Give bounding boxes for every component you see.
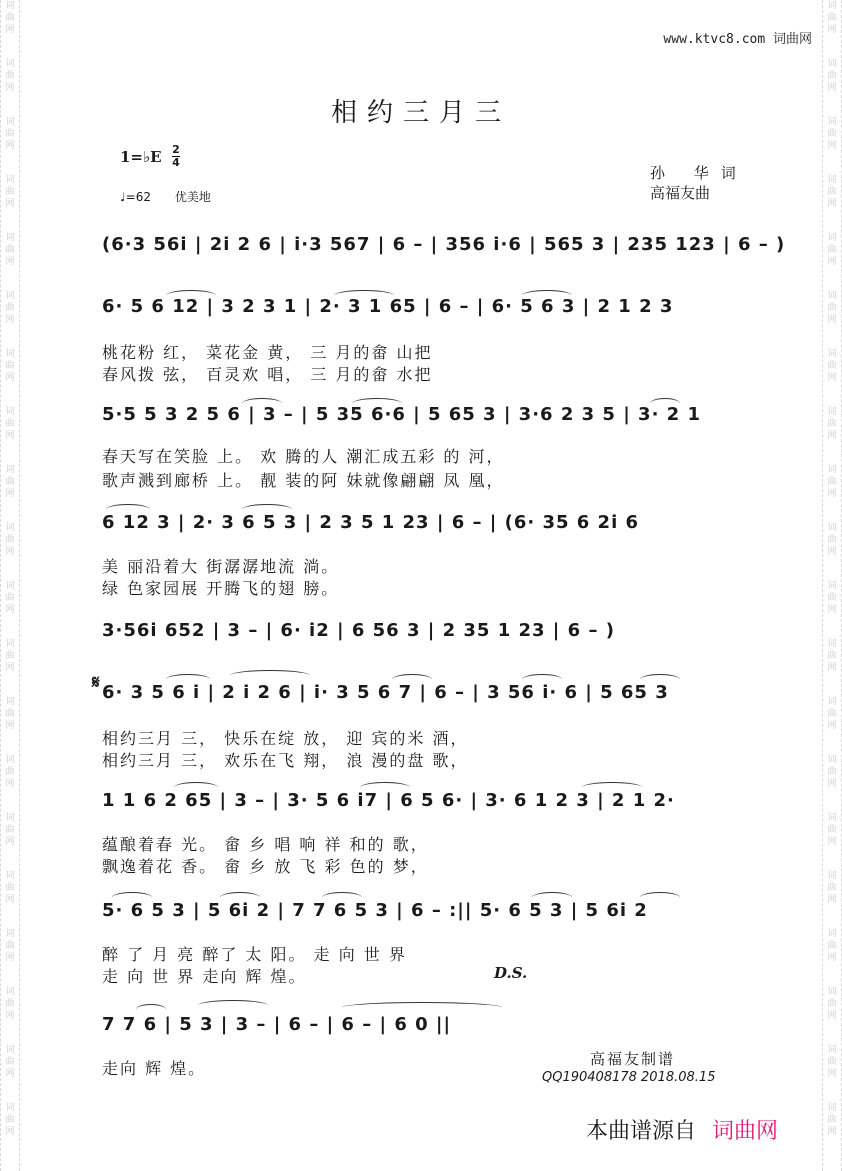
lyric-verse-2: 飘逸着花 香。 畲 乡 放 飞 彩 色的 梦， — [102, 857, 429, 876]
source-credit — [586, 1114, 778, 1145]
notes-line: 5·5 5 3 2 5 6 | 3 – | 5 35 6·6 | 5 65 3 | 3·6 2 3 5 | 3· 2 1 — [102, 404, 701, 425]
watermark-text: 词 曲 网 — [827, 929, 837, 963]
notes-line: 6· 3 5 6 i | 2 i 2 6 | i· 3 5 6 7 | 6 – | 3 56 i· 6 | 5 65 3 — [102, 682, 669, 703]
watermark-text: 词 曲 网 — [5, 697, 15, 731]
notes-line: (6·3 56i | 2i 2 6 | i·3 567 | 6 – | 356 i·6 | 565 3 | 235 123 | 6 – ) — [102, 234, 786, 255]
time-signature-top: 2 — [172, 143, 180, 156]
watermark-text: 词 曲 网 — [5, 465, 15, 499]
site-header[interactable]: www.ktvc8.com 词曲网 — [663, 32, 812, 47]
watermark-text: 词 曲 网 — [827, 233, 837, 267]
watermark-text: 词 曲 网 — [827, 639, 837, 673]
expression-marking: 优美地 — [174, 190, 211, 204]
time-signature-bottom: 4 — [172, 156, 180, 169]
key-signature: 1=♭E — [120, 148, 162, 166]
watermark-text: 词 曲 网 — [827, 755, 837, 789]
lyricist: 孙 华词 — [650, 164, 748, 182]
watermark-text: 词 曲 网 — [5, 233, 15, 267]
watermark-text: 词 曲 网 — [827, 581, 837, 615]
watermark-text: 词 曲 网 — [5, 59, 15, 93]
watermark-text: 词 曲 网 — [5, 1045, 15, 1079]
lyric-verse-1: 春天写在笑脸 上。 欢 腾的人 潮汇成五彩 的 河， — [102, 447, 505, 466]
watermark-text: 词 曲 网 — [5, 987, 15, 1021]
watermark-text: 词 曲 网 — [5, 1, 15, 35]
ds-marking: D.S. — [494, 964, 528, 982]
watermark-text: 词 曲 网 — [827, 871, 837, 905]
lyric-verse-1: 走向 辉 煌。 — [102, 1059, 207, 1078]
lyric-verse-2: 走 向 世 界 走向 辉 煌。 — [102, 967, 307, 986]
notes-line: 5· 6 5 3 | 5 6i 2 | 7 7 6 5 3 | 6 – :|| 5· 6 5 3 | 5 6i 2 — [102, 900, 648, 921]
watermark-text: 词 曲 网 — [827, 291, 837, 325]
notes-line: 3·56i 652 | 3 – | 6· i2 | 6 56 3 | 2 35 1 23 | 6 – ) — [102, 620, 615, 641]
notes-line: 6 12 3 | 2· 3 6 5 3 | 2 3 5 1 23 | 6 – | (6· 35 6 2i 6 — [102, 512, 640, 533]
watermark-text: 词 曲 网 — [5, 813, 15, 847]
transcriber-credit: 高福友制谱 — [590, 1050, 676, 1068]
source-brand-link[interactable]: 词曲网 — [712, 1119, 779, 1144]
lyric-verse-1: 美 丽沿着大 街潺潺地流 淌。 — [102, 557, 340, 576]
watermark-text: 词 曲 网 — [827, 117, 837, 151]
source-prefix: 本曲谱源自 — [586, 1119, 697, 1144]
slur — [230, 670, 310, 681]
watermark-text: 词 曲 网 — [5, 349, 15, 383]
watermark-text: 词 曲 网 — [5, 523, 15, 557]
watermark-text: 词 曲 网 — [5, 755, 15, 789]
watermark-text: 词 曲 网 — [827, 407, 837, 441]
lyric-verse-1: 相约三月 三， 快乐在绽 放， 迎 宾的米 酒， — [102, 729, 469, 748]
watermark-text: 词 曲 网 — [5, 581, 15, 615]
watermark-text: 词 曲 网 — [5, 1103, 15, 1137]
watermark-text: 词 曲 网 — [5, 871, 15, 905]
notes-line: 7 7 6 | 5 3 | 3 – | 6 – | 6 – | 6 0 || — [102, 1014, 452, 1035]
contact-date: QQ190408178 2018.08.15 — [542, 1070, 716, 1085]
lyric-verse-2: 春风拨 弦， 百灵欢 唱， 三 月的畲 水把 — [102, 365, 433, 384]
watermark-text: 词 曲 网 — [827, 697, 837, 731]
watermark-text: 词 曲 网 — [5, 929, 15, 963]
tempo-value: ♩=62 — [120, 190, 151, 204]
watermark-text: 词 曲 网 — [5, 291, 15, 325]
watermark-text: 词 曲 网 — [827, 1, 837, 35]
watermark-text: 词 曲 网 — [827, 1045, 837, 1079]
watermark-text: 词 曲 网 — [827, 813, 837, 847]
watermark-text: 词 曲 网 — [827, 987, 837, 1021]
watermark-text: 词 曲 网 — [827, 175, 837, 209]
lyric-verse-1: 醉 了 月 亮 醉了 太 阳。 走 向 世 界 — [102, 945, 407, 964]
watermark-text: 词 曲 网 — [5, 117, 15, 151]
slur — [198, 1000, 268, 1011]
notes-line: 6· 5 6 12 | 3 2 3 1 | 2· 3 1 65 | 6 – | 6· 5 6 3 | 2 1 2 3 — [102, 296, 674, 317]
lyric-verse-2: 相约三月 三， 欢乐在飞 翔， 浪 漫的盘 歌， — [102, 751, 469, 770]
watermark-text: 词 曲 网 — [5, 407, 15, 441]
lyric-verse-2: 歌声溅到廊桥 上。 靓 装的阿 妹就像翩翩 凤 凰， — [102, 471, 505, 490]
watermark-text: 词 曲 网 — [827, 349, 837, 383]
segno-sign: 𝄋 — [92, 672, 100, 693]
composer: 高福友曲 — [650, 184, 711, 202]
slur — [342, 1002, 502, 1013]
notes-line: 1 1 6 2 65 | 3 – | 3· 5 6 i7 | 6 5 6· | 3· 6 1 2 3 | 2 1 2· — [102, 790, 675, 811]
watermark-text: 词 曲 网 — [5, 175, 15, 209]
lyric-verse-1: 桃花粉 红， 菜花金 黄， 三 月的畲 山把 — [102, 343, 433, 362]
watermark-text: 词 曲 网 — [827, 59, 837, 93]
watermark-text: 词 曲 网 — [827, 465, 837, 499]
watermark-text: 词 曲 网 — [5, 639, 15, 673]
watermark-text: 词 曲 网 — [827, 1103, 837, 1137]
page-title: 相约三月三 — [330, 98, 511, 128]
lyric-verse-2: 绿 色家园展 开腾飞的翅 膀。 — [102, 579, 340, 598]
lyric-verse-1: 蕴酿着春 光。 畲 乡 唱 响 祥 和的 歌， — [102, 835, 429, 854]
watermark-text: 词 曲 网 — [827, 523, 837, 557]
